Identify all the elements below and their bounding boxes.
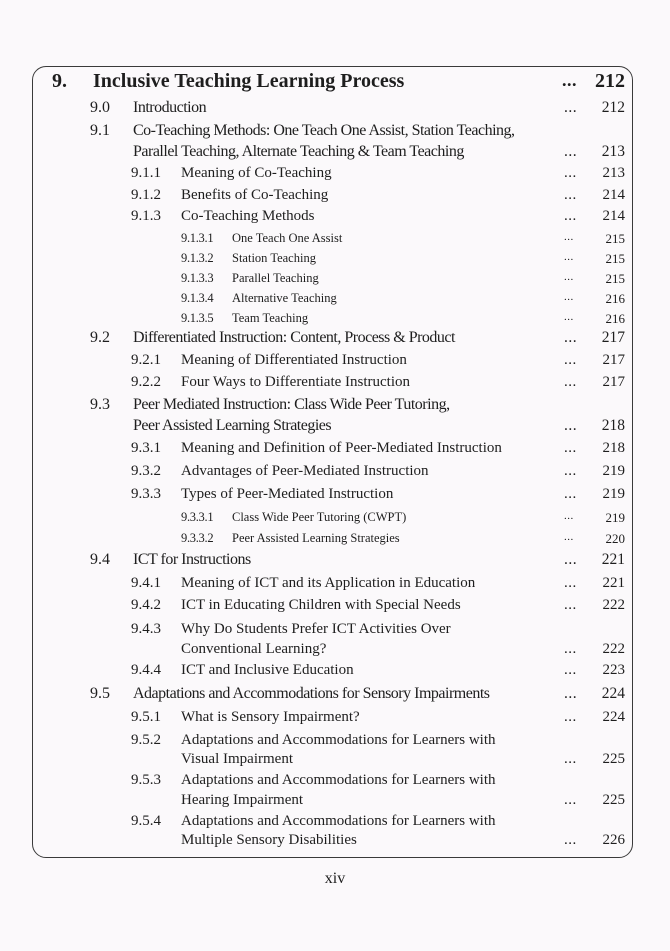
entry-page: 221 [602, 575, 625, 591]
entry-title: Co-Teaching Methods: One Teach One Assist, Station Teaching, [133, 122, 515, 139]
leader-dots: ... [564, 143, 578, 160]
toc-entry [0, 187, 670, 209]
leader-dots: ... [564, 832, 577, 848]
leader-dots: ... [564, 271, 574, 283]
chapter-number: 9. [52, 70, 67, 92]
entry-page: 219 [602, 486, 625, 502]
toc-entry [0, 374, 670, 396]
toc-entry-continuation [0, 751, 670, 773]
entry-title: Four Ways to Differentiate Instruction [181, 374, 411, 390]
entry-page: 215 [605, 251, 625, 266]
toc-entry [0, 551, 670, 573]
entry-title: Meaning of Co-Teaching [181, 165, 332, 181]
leader-dots: ... [564, 575, 577, 591]
toc-entry [0, 329, 670, 351]
leader-dots: ... [564, 751, 577, 767]
entry-title: Adaptations and Accommodations for Learners with [181, 813, 496, 829]
entry-page: 215 [605, 271, 625, 286]
toc-entry [0, 271, 670, 293]
page-number-footer: xiv [324, 870, 346, 887]
leader-dots: ... [564, 291, 574, 303]
entry-title: Alternative Teaching [232, 291, 337, 305]
entry-page: 218 [601, 417, 625, 434]
leader-dots: ... [564, 531, 574, 543]
entry-number: 9.1.3.5 [181, 311, 214, 325]
entry-page: 213 [601, 143, 625, 160]
entry-number: 9.1.2 [131, 187, 161, 203]
entry-title: Introduction [133, 99, 207, 116]
entry-number: 9.1.3.3 [181, 271, 214, 285]
toc-entry-continuation [0, 832, 670, 854]
entry-page: 217 [602, 374, 625, 390]
entry-number: 9.2 [90, 329, 110, 346]
entry-number: 9.3.3.2 [181, 531, 214, 545]
entry-page: 218 [602, 440, 625, 456]
entry-number: 9.5.1 [131, 709, 161, 725]
entry-page: 225 [602, 751, 625, 767]
entry-number: 9.1.3.2 [181, 251, 214, 265]
toc-chapter-heading [0, 70, 670, 92]
entry-number: 9.4.1 [131, 575, 161, 591]
leader-dots: ... [564, 792, 577, 808]
toc-entry [0, 709, 670, 731]
entry-title: Types of Peer-Mediated Instruction [181, 486, 394, 502]
entry-title: Peer Mediated Instruction: Class Wide Peer Tutoring, [133, 396, 450, 413]
toc-entry [0, 575, 670, 597]
entry-number: 9.3.2 [131, 463, 161, 479]
leader-dots: ... [564, 510, 574, 522]
entry-number: 9.1.3.1 [181, 231, 214, 245]
entry-number: 9.1.3.4 [181, 291, 214, 305]
entry-title: Co-Teaching Methods [181, 208, 315, 224]
toc-entry [0, 231, 670, 253]
entry-number: 9.4.3 [131, 621, 161, 637]
entry-page: 220 [605, 531, 625, 546]
entry-title: Meaning and Definition of Peer-Mediated Instruction [181, 440, 502, 456]
leader-dots: ... [564, 463, 577, 479]
entry-title: Why Do Students Prefer ICT Activities Over [181, 621, 451, 637]
entry-page: 217 [601, 329, 625, 346]
toc-entry [0, 597, 670, 619]
toc-entry [0, 621, 670, 643]
leader-dots: ... [564, 187, 577, 203]
toc-entry [0, 99, 670, 121]
entry-title-line2: Peer Assisted Learning Strategies [133, 417, 332, 434]
toc-entry [0, 251, 670, 273]
entry-title: Class Wide Peer Tutoring (CWPT) [232, 510, 407, 524]
entry-title: Station Teaching [232, 251, 316, 265]
entry-title-line2: Parallel Teaching, Alternate Teaching & Team Teaching [133, 143, 464, 160]
chapter-title: Inclusive Teaching Learning Process [93, 70, 405, 92]
entry-title: One Teach One Assist [232, 231, 343, 245]
leader-dots: ... [564, 417, 578, 434]
entry-title: Advantages of Peer-Mediated Instruction [181, 463, 429, 479]
entry-title: ICT for Instructions [133, 551, 251, 568]
entry-number: 9.5 [90, 685, 110, 702]
entry-title: Adaptations and Accommodations for Learners with [181, 772, 496, 788]
entry-title: Adaptations and Accommodations for Learners with [181, 732, 496, 748]
entry-title: Peer Assisted Learning Strategies [232, 531, 400, 545]
leader-dots: ... [564, 685, 578, 702]
entry-number: 9.1.3 [131, 208, 161, 224]
entry-number: 9.2.2 [131, 374, 161, 390]
toc-entry [0, 291, 670, 313]
entry-title-line2: Visual Impairment [181, 751, 293, 767]
leader-dots: ... [564, 597, 577, 613]
entry-page: 213 [602, 165, 625, 181]
entry-title: Team Teaching [232, 311, 309, 325]
entry-number: 9.5.2 [131, 732, 161, 748]
entry-number: 9.5.4 [131, 813, 161, 829]
entry-title: What is Sensory Impairment? [181, 709, 360, 725]
entry-number: 9.4.4 [131, 662, 161, 678]
entry-page: 214 [602, 187, 625, 203]
entry-title: Differentiated Instruction: Content, Process & Product [133, 329, 455, 346]
entry-number: 9.3 [90, 396, 110, 413]
toc-entry [0, 662, 670, 684]
chapter-page: 212 [595, 70, 625, 92]
entry-page: 224 [602, 709, 625, 725]
leader-dots: ... [564, 486, 577, 502]
leader-dots: ... [564, 709, 577, 725]
toc-entry [0, 531, 670, 553]
entry-title-line2: Hearing Impairment [181, 792, 304, 808]
toc-entry-continuation [0, 143, 670, 165]
entry-number: 9.3.3 [131, 486, 161, 502]
entry-page: 223 [602, 662, 625, 678]
entry-page: 216 [605, 291, 625, 306]
leader-dots: ... [564, 440, 577, 456]
toc-entry [0, 440, 670, 462]
toc-entry [0, 685, 670, 707]
entry-title: Meaning of Differentiated Instruction [181, 352, 407, 368]
leader-dots: ... [564, 374, 577, 390]
entry-page: 212 [601, 99, 625, 116]
toc-entry [0, 486, 670, 508]
leader-dots: ... [564, 641, 577, 657]
toc-entry-continuation [0, 792, 670, 814]
entry-title-line2: Multiple Sensory Disabilities [181, 832, 357, 848]
toc-entry [0, 463, 670, 485]
toc-entry [0, 122, 670, 144]
toc-entry [0, 208, 670, 230]
leader-dots: ... [564, 251, 574, 263]
entry-number: 9.0 [90, 99, 110, 116]
entry-title: Adaptations and Accommodations for Sensory Impairments [133, 685, 490, 702]
entry-number: 9.3.1 [131, 440, 161, 456]
entry-title: Benefits of Co-Teaching [181, 187, 329, 203]
entry-number: 9.5.3 [131, 772, 161, 788]
toc-entry [0, 396, 670, 418]
entry-page: 226 [602, 832, 625, 848]
entry-number: 9.2.1 [131, 352, 161, 368]
entry-page: 219 [602, 463, 625, 479]
entry-title: ICT and Inclusive Education [181, 662, 354, 678]
leader-dots: ... [564, 208, 577, 224]
leader-dots: ... [564, 352, 577, 368]
leader-dots: ... [564, 329, 578, 346]
entry-number: 9.3.3.1 [181, 510, 214, 524]
entry-page: 222 [602, 641, 625, 657]
entry-title: Meaning of ICT and its Application in Education [181, 575, 476, 591]
entry-title: ICT in Educating Children with Special Needs [181, 597, 461, 613]
entry-page: 224 [601, 685, 625, 702]
toc-entry-continuation [0, 641, 670, 663]
leader-dots: ... [562, 70, 577, 90]
entry-title-line2: Conventional Learning? [181, 641, 327, 657]
toc-entry-continuation [0, 417, 670, 439]
entry-page: 221 [601, 551, 625, 568]
entry-page: 219 [605, 510, 625, 525]
entry-page: 217 [602, 352, 625, 368]
toc-entry [0, 772, 670, 794]
entry-page: 225 [602, 792, 625, 808]
toc-entry [0, 510, 670, 532]
entry-number: 9.1.1 [131, 165, 161, 181]
toc-entry [0, 165, 670, 187]
leader-dots: ... [564, 311, 574, 323]
entry-page: 215 [605, 231, 625, 246]
entry-number: 9.1 [90, 122, 110, 139]
leader-dots: ... [564, 662, 577, 678]
entry-page: 216 [605, 311, 625, 326]
leader-dots: ... [564, 99, 578, 116]
leader-dots: ... [564, 165, 577, 181]
leader-dots: ... [564, 231, 574, 243]
toc-entry [0, 352, 670, 374]
entry-number: 9.4.2 [131, 597, 161, 613]
entry-page: 222 [602, 597, 625, 613]
leader-dots: ... [564, 551, 578, 568]
entry-number: 9.4 [90, 551, 110, 568]
entry-title: Parallel Teaching [232, 271, 319, 285]
entry-page: 214 [602, 208, 625, 224]
